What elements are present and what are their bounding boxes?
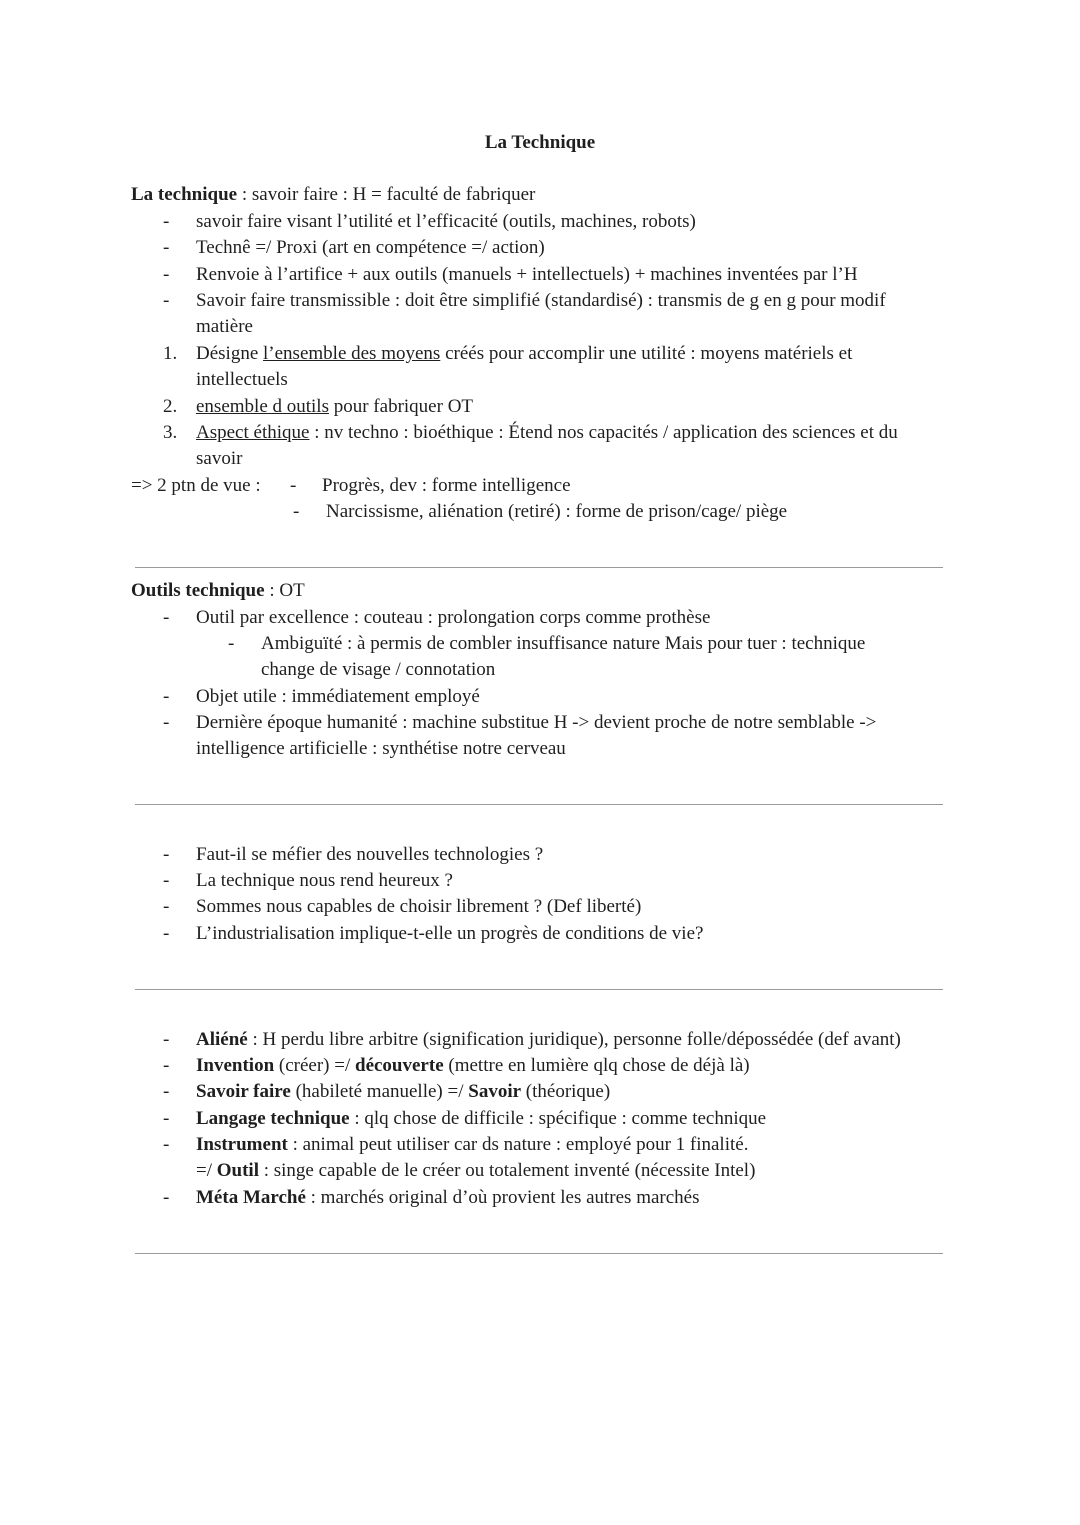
bullet-dash: - bbox=[163, 1187, 170, 1208]
list-number: 2. bbox=[163, 396, 178, 417]
horizontal-divider bbox=[135, 567, 943, 568]
term-bold: Outil bbox=[216, 1160, 259, 1181]
list-number: 3. bbox=[163, 422, 178, 443]
definition-text: (habileté manuelle) =/ bbox=[290, 1081, 469, 1102]
section-heading-outils bbox=[131, 579, 305, 603]
list-item: Outil par excellence : couteau : prolongation corps comme prothèse bbox=[196, 607, 711, 628]
list-item: Savoir faire transmissible : doit être simplifié (standardisé) : transmis de g en g pour modif bbox=[196, 290, 886, 311]
sub-list-item: Ambiguïté : à permis de combler insuffisance nature Mais pour tuer : technique bbox=[261, 633, 866, 654]
list-number: 1. bbox=[163, 343, 178, 364]
bullet-dash: - bbox=[163, 290, 170, 311]
definition-text: : marchés original d’où provient les autres marchés bbox=[305, 1187, 700, 1208]
horizontal-divider bbox=[135, 804, 943, 805]
question-item: Faut-il se méfier des nouvelles technologies ? bbox=[196, 844, 544, 865]
sub-bullet-dash: - bbox=[228, 633, 235, 654]
numbered-item bbox=[196, 395, 473, 419]
heading-text: : OT bbox=[264, 580, 305, 601]
term-bold: Savoir faire bbox=[196, 1081, 291, 1102]
numbered-item bbox=[196, 421, 898, 445]
heading-bold: Outils technique bbox=[131, 580, 265, 601]
heading-text: : savoir faire : H = faculté de fabriquer bbox=[237, 184, 536, 205]
point-item: Narcissisme, aliénation (retiré) : forme de prison/cage/ piège bbox=[326, 501, 788, 522]
bullet-dash: - bbox=[163, 1029, 170, 1050]
bullet-dash: - bbox=[163, 896, 170, 917]
bullet-dash: - bbox=[163, 870, 170, 891]
bullet-dash: - bbox=[293, 501, 300, 522]
underlined-term: ensemble d outils bbox=[196, 396, 329, 417]
question-item: La technique nous rend heureux ? bbox=[196, 870, 453, 891]
term-bold: Invention bbox=[196, 1055, 275, 1076]
bullet-dash: - bbox=[163, 1108, 170, 1129]
definition-item bbox=[196, 1107, 766, 1131]
point-item: Progrès, dev : forme intelligence bbox=[322, 475, 571, 496]
definition-text: (créer) =/ bbox=[274, 1055, 355, 1076]
horizontal-divider bbox=[135, 1253, 943, 1254]
bullet-dash: - bbox=[163, 264, 170, 285]
numbered-item bbox=[196, 342, 852, 366]
list-item: savoir faire visant l’utilité et l’efficacité (outils, machines, robots) bbox=[196, 211, 696, 232]
definition-text: : singe capable de le créer ou totalement inventé (nécessite Intel) bbox=[258, 1160, 756, 1181]
bullet-dash: - bbox=[163, 923, 170, 944]
definition-item bbox=[196, 1186, 700, 1210]
numbered-item-continuation: intellectuels bbox=[196, 369, 288, 390]
term-bold: Savoir bbox=[468, 1081, 522, 1102]
bullet-dash: - bbox=[163, 844, 170, 865]
term-bold: Instrument bbox=[196, 1134, 288, 1155]
definition-item bbox=[196, 1054, 750, 1078]
definition-text: : animal peut utiliser car ds nature : employé pour 1 finalité. bbox=[287, 1134, 749, 1155]
list-item: Renvoie à l’artifice + aux outils (manuels + intellectuels) + machines inventées par l’H bbox=[196, 264, 858, 285]
numbered-item-text: Désigne bbox=[196, 343, 264, 364]
bullet-dash: - bbox=[163, 1055, 170, 1076]
definition-item bbox=[196, 1080, 610, 1104]
list-item-continuation: matière bbox=[196, 316, 253, 337]
term-bold: découverte bbox=[355, 1055, 444, 1076]
definition-text: : qlq chose de difficile : spécifique : comme technique bbox=[349, 1108, 767, 1129]
question-item: L’industrialisation implique-t-elle un progrès de conditions de vie? bbox=[196, 923, 704, 944]
numbered-item-continuation: savoir bbox=[196, 448, 243, 469]
section-heading-technique bbox=[131, 183, 535, 207]
numbered-item-text: : nv techno : bioéthique : Étend nos capacités / application des sciences et du bbox=[309, 422, 898, 443]
bullet-dash: - bbox=[163, 607, 170, 628]
definition-text: (mettre en lumière qlq chose de déjà là) bbox=[443, 1055, 750, 1076]
definition-text: : H perdu libre arbitre (signification juridique), personne folle/dépossédée (def avant) bbox=[247, 1029, 901, 1050]
definition-item-continuation bbox=[196, 1159, 755, 1183]
sub-list-item-continuation: change de visage / connotation bbox=[261, 659, 496, 680]
definition-item bbox=[196, 1133, 748, 1157]
underlined-term: l’ensemble des moyens bbox=[263, 343, 441, 364]
bullet-dash: - bbox=[163, 712, 170, 733]
numbered-item-text: pour fabriquer OT bbox=[328, 396, 474, 417]
list-item: Technê =/ Proxi (art en compétence =/ action) bbox=[196, 237, 545, 258]
bullet-dash: - bbox=[163, 1081, 170, 1102]
points-label: => 2 ptn de vue : bbox=[131, 475, 261, 496]
list-item: Dernière époque humanité : machine substitue H -> devient proche de notre semblable -> bbox=[196, 712, 877, 733]
horizontal-divider bbox=[135, 989, 943, 990]
bullet-dash: - bbox=[163, 211, 170, 232]
list-item-continuation: intelligence artificielle : synthétise notre cerveau bbox=[196, 738, 566, 759]
underlined-term: Aspect éthique bbox=[196, 422, 310, 443]
bullet-dash: - bbox=[163, 237, 170, 258]
bullet-dash: - bbox=[163, 686, 170, 707]
bullet-dash: - bbox=[290, 475, 297, 496]
heading-bold: La technique bbox=[131, 184, 238, 205]
bullet-dash: - bbox=[163, 1134, 170, 1155]
list-item: Objet utile : immédiatement employé bbox=[196, 686, 480, 707]
term-bold: Méta Marché bbox=[196, 1187, 306, 1208]
page-title: La Technique bbox=[484, 132, 596, 153]
term-bold: Aliéné bbox=[196, 1029, 248, 1050]
numbered-item-text: créés pour accomplir une utilité : moyens matériels et bbox=[440, 343, 853, 364]
definition-item bbox=[196, 1028, 901, 1052]
term-bold: Langage technique bbox=[196, 1108, 350, 1129]
definition-text: =/ bbox=[196, 1160, 217, 1181]
question-item: Sommes nous capables de choisir librement ? (Def liberté) bbox=[196, 896, 642, 917]
definition-text: (théorique) bbox=[521, 1081, 611, 1102]
